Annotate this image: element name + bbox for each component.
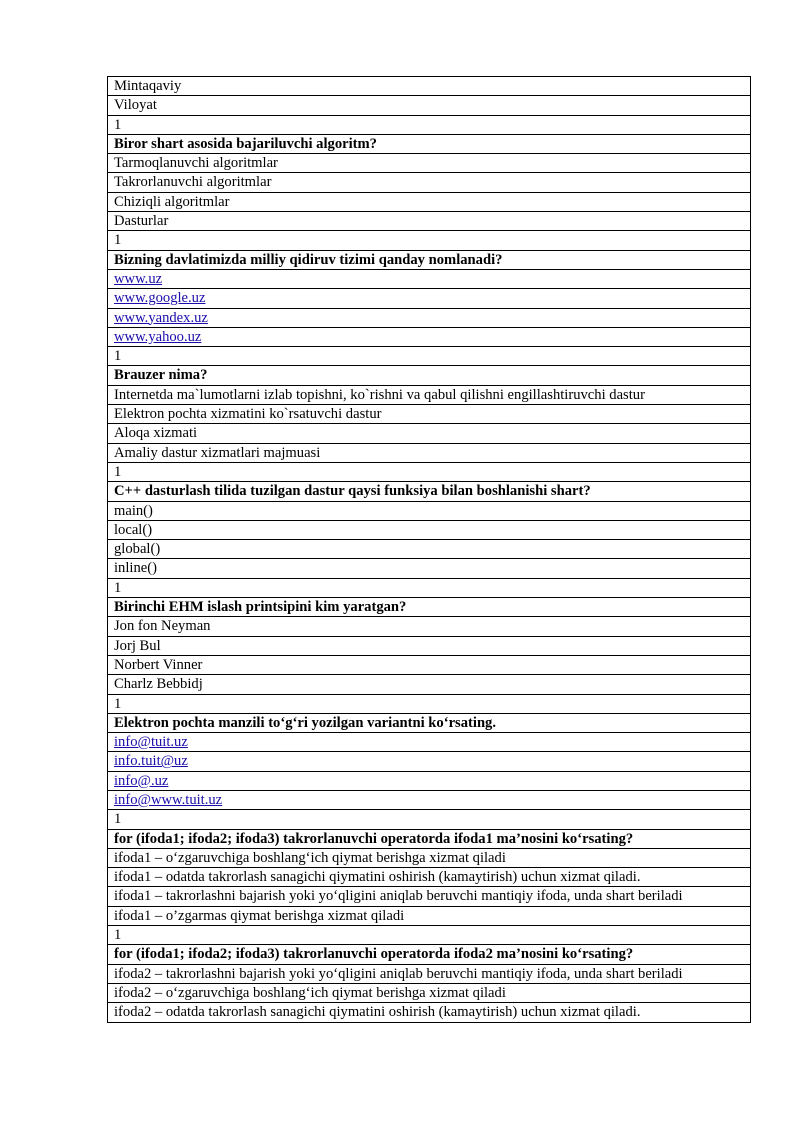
quiz-table-body: [108, 77, 751, 1023]
answer-cell: [108, 752, 751, 771]
score-row: [108, 578, 751, 597]
question-row: [108, 366, 751, 385]
answer-cell: [108, 308, 751, 327]
answer-row: [108, 520, 751, 539]
answer-text: inline(): [108, 559, 751, 578]
question-row: [108, 134, 751, 153]
answer-link[interactable]: www.google.uz: [114, 290, 206, 307]
answer-row: [108, 308, 751, 327]
answer-row: [108, 559, 751, 578]
answer-row: [108, 617, 751, 636]
question-row: [108, 250, 751, 269]
answer-text: ifoda2 – odatda takrorlash sanagichi qiymatini oshirish (kamaytirish) uchun xizmat qiladi.: [108, 1003, 751, 1022]
question-text: C++ dasturlash tilida tuzilgan dastur qaysi funksiya bilan boshlanishi shart?: [108, 482, 751, 501]
answer-row: [108, 501, 751, 520]
answer-row: [108, 385, 751, 404]
answer-link[interactable]: www.yahoo.uz: [114, 328, 202, 345]
answer-text: Jon fon Neyman: [108, 617, 751, 636]
score-value: 1: [108, 578, 751, 597]
score-row: [108, 347, 751, 366]
answer-text: global(): [108, 540, 751, 559]
score-value: 1: [108, 462, 751, 481]
answer-row: [108, 327, 751, 346]
answer-row: [108, 424, 751, 443]
answer-text: ifoda1 – takrorlashni bajarish yoki yo‘qligini aniqlab beruvchi mantiqiy ifoda, unda shart beriladi: [108, 887, 751, 906]
answer-text: ifoda1 – o‘zgaruvchiga boshlang‘ich qiymat berishga xizmat qiladi: [108, 848, 751, 867]
answer-row: [108, 173, 751, 192]
quiz-table: [107, 76, 751, 1023]
answer-cell: [108, 790, 751, 809]
answer-row: [108, 752, 751, 771]
score-value: 1: [108, 810, 751, 829]
answer-text: ifoda1 – o’zgarmas qiymat berishga xizmat qiladi: [108, 906, 751, 925]
answer-cell: [108, 733, 751, 752]
answer-row: [108, 154, 751, 173]
answer-text: Amaliy dastur xizmatlari majmuasi: [108, 443, 751, 462]
answer-cell: [108, 771, 751, 790]
score-row: [108, 810, 751, 829]
answer-text: ifoda2 – o‘zgaruvchiga boshlang‘ich qiymat berishga xizmat qiladi: [108, 983, 751, 1002]
answer-text: Aloqa xizmati: [108, 424, 751, 443]
answer-row: [108, 212, 751, 231]
answer-link[interactable]: info@tuit.uz: [114, 734, 188, 751]
answer-text: ifoda2 – takrorlashni bajarish yoki yo‘qligini aniqlab beruvchi mantiqiy ifoda, unda shart beriladi: [108, 964, 751, 983]
answer-row: [108, 289, 751, 308]
answer-cell: [108, 289, 751, 308]
question-text: Birinchi EHM islash printsipini kim yaratgan?: [108, 598, 751, 617]
answer-row: [108, 269, 751, 288]
answer-text: Jorj Bul: [108, 636, 751, 655]
answer-row: [108, 906, 751, 925]
answer-link[interactable]: info@.uz: [114, 772, 169, 789]
answer-text: Mintaqaviy: [108, 77, 751, 96]
answer-text: Charlz Bebbidj: [108, 675, 751, 694]
answer-text: ifoda1 – odatda takrorlash sanagichi qiymatini oshirish (kamaytirish) uchun xizmat qiladi.: [108, 868, 751, 887]
question-text: Biror shart asosida bajariluvchi algoritm?: [108, 134, 751, 153]
answer-link[interactable]: info@www.tuit.uz: [114, 791, 223, 808]
answer-text: Elektron pochta xizmatini ko`rsatuvchi dastur: [108, 405, 751, 424]
answer-row: [108, 77, 751, 96]
answer-link[interactable]: info.tuit@uz: [114, 753, 188, 770]
answer-row: [108, 771, 751, 790]
question-row: [108, 482, 751, 501]
question-text: Brauzer nima?: [108, 366, 751, 385]
answer-row: [108, 887, 751, 906]
answer-link[interactable]: www.uz: [114, 270, 163, 287]
score-value: 1: [108, 231, 751, 250]
answer-row: [108, 868, 751, 887]
question-text: Bizning davlatimizda milliy qidiruv tizimi qanday nomlanadi?: [108, 250, 751, 269]
score-value: 1: [108, 115, 751, 134]
question-text: for (ifoda1; ifoda2; ifoda3) takrorlanuvchi operatorda ifoda1 ma’nosini ko‘rsating?: [108, 829, 751, 848]
answer-row: [108, 96, 751, 115]
score-row: [108, 115, 751, 134]
answer-row: [108, 733, 751, 752]
answer-text: local(): [108, 520, 751, 539]
answer-text: Takrorlanuvchi algoritmlar: [108, 173, 751, 192]
question-text: for (ifoda1; ifoda2; ifoda3) takrorlanuvchi operatorda ifoda2 ma’nosini ko‘rsating?: [108, 945, 751, 964]
score-row: [108, 926, 751, 945]
answer-text: Norbert Vinner: [108, 655, 751, 674]
answer-row: [108, 675, 751, 694]
question-row: [108, 713, 751, 732]
answer-text: Tarmoqlanuvchi algoritmlar: [108, 154, 751, 173]
score-value: 1: [108, 926, 751, 945]
score-value: 1: [108, 694, 751, 713]
answer-text: Viloyat: [108, 96, 751, 115]
answer-row: [108, 848, 751, 867]
question-text: Elektron pochta manzili to‘g‘ri yozilgan variantni ko‘rsating.: [108, 713, 751, 732]
answer-row: [108, 655, 751, 674]
answer-text: Chiziqli algoritmlar: [108, 192, 751, 211]
answer-link[interactable]: www.yandex.uz: [114, 309, 208, 326]
answer-row: [108, 964, 751, 983]
answer-cell: [108, 269, 751, 288]
answer-row: [108, 983, 751, 1002]
score-row: [108, 462, 751, 481]
answer-text: Internetda ma`lumotlarni izlab topishni, ko`rishni va qabul qilishni engillashtiruvchi dastur: [108, 385, 751, 404]
answer-text: main(): [108, 501, 751, 520]
question-row: [108, 598, 751, 617]
answer-row: [108, 540, 751, 559]
answer-text: Dasturlar: [108, 212, 751, 231]
answer-cell: [108, 327, 751, 346]
question-row: [108, 945, 751, 964]
score-row: [108, 694, 751, 713]
answer-row: [108, 405, 751, 424]
answer-row: [108, 636, 751, 655]
score-row: [108, 231, 751, 250]
score-value: 1: [108, 347, 751, 366]
question-row: [108, 829, 751, 848]
answer-row: [108, 443, 751, 462]
answer-row: [108, 790, 751, 809]
answer-row: [108, 1003, 751, 1022]
answer-row: [108, 192, 751, 211]
